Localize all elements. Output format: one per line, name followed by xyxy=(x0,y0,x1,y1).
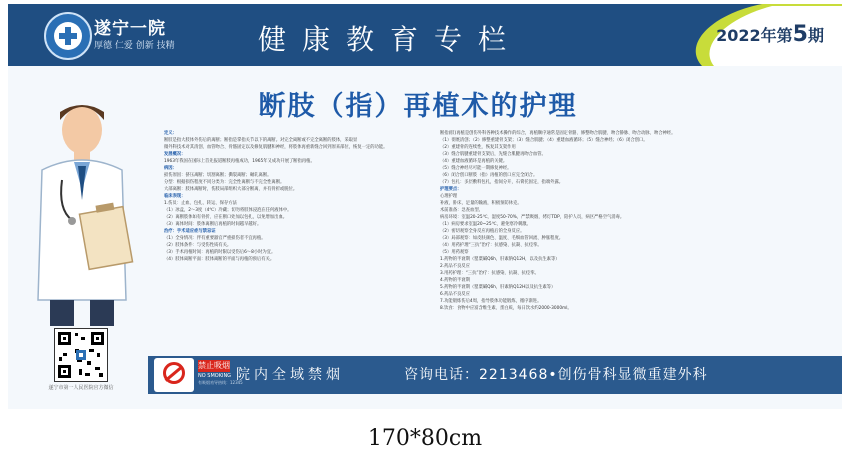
banner-title: 健康教育专栏 xyxy=(258,23,523,56)
article-line: 1.药物的半衰期（罂粟碱Q6h，肝素钠Q12H，以及抗生素等） xyxy=(440,257,560,262)
article-line: 发展概况： xyxy=(164,152,186,157)
article-line: 1.伤员：止血、包扎、转运、保存方法 xyxy=(164,201,237,206)
article-line: 病房环境：室温20-25℃，湿度50-70%，严禁吸烟，烤灯TDP，陪护人员，病区严格空气消毒。 xyxy=(440,215,625,220)
article-line: （2）肢体条件：与受伤性质有关。 xyxy=(164,243,232,248)
article-line: （4）用药护理“三抗”治疗：抗感染、抗凝、抗痉挛。 xyxy=(440,243,542,248)
hospital-motto: 厚德 仁爱 创新 技精 xyxy=(94,41,175,51)
article-line: 断指(肢)再植是创伤外科各种技术操作的综合，再植顺序通常是固定骨骼、修整吻合肌腱、吻合静脉、吻合动脉、吻合神经。 xyxy=(440,131,676,136)
article-line: 定义： xyxy=(164,131,177,136)
article-line: （7）包扎：多层敷料包扎，指间分开，石膏托固定，指端外露。 xyxy=(440,180,564,185)
doctor-illustration xyxy=(22,100,142,330)
article-line: （2）重建骨的连续性，恢复其支架作用 xyxy=(440,145,516,150)
article-line: （1）全身情况：伴有重要器官严重损伤者不宜再植。 xyxy=(164,236,266,241)
no-smoking-sub-label: 有吸烟劝导热线：12345 xyxy=(198,380,243,385)
article-line: 大部离断：肢体离断时，伤肢局部组织大部分断离，并有骨折或脱位。 xyxy=(164,187,298,192)
article-line: （4）重建血液循环是再植的关键。 xyxy=(440,159,508,164)
header-bar xyxy=(8,4,842,66)
article-line: 护理要点： xyxy=(440,187,462,192)
article-line: （3）离体时间：肢体离断后再植的时间越早越好。 xyxy=(164,222,262,227)
article-title: 断肢（指）再植术的护理 xyxy=(258,91,578,122)
article-line: 6.药品不良反应 xyxy=(440,292,470,297)
issue-prefix: 2022年第 xyxy=(716,26,793,45)
issue-suffix: 期 xyxy=(807,26,824,45)
article-column-left xyxy=(164,130,432,355)
size-label: 170*80cm xyxy=(367,426,483,451)
qr-code xyxy=(54,328,108,382)
no-smoking-cn-label: 禁止吸烟 xyxy=(198,361,230,370)
article-line: 2.药品不良反应 xyxy=(440,264,470,269)
hospital-name: 遂宁一院 xyxy=(94,19,166,39)
hospital-logo-icon xyxy=(44,12,92,60)
article-line: （3）局部观察：如皮肤颜色、温度、毛细血管回流、肿胀程度。 xyxy=(440,236,564,241)
article-line: 分型：根据损伤程度不同分类为：完全性离断与不完全性离断。 xyxy=(164,180,285,185)
article-column-right xyxy=(440,130,832,355)
no-smoking-en-label: NO SMOKING xyxy=(198,373,232,379)
article-line: 4.药物的半衰期 xyxy=(440,278,470,283)
qr-caption: 遂宁市第一人民医院官方微信 xyxy=(48,385,114,391)
article-line: 1963年我国在国际上首先报道断肢再植成功，1965年又成功开展了断指再植。 xyxy=(164,159,315,164)
article-line: 微外科技术对其清创、血管吻合、骨骼固定以及修复肌腱和神经，将肢体再重新缝合回到原来部位，恢复一定的功能。 xyxy=(164,145,388,150)
article-line: 术前准备：急查血型。 xyxy=(440,208,483,213)
article-line: （2）离断肢体如有骨折、应在断口处加以包扎，以免增加出血。 xyxy=(164,215,288,220)
health-education-board xyxy=(8,4,842,409)
article-line: （5）用药观察 xyxy=(440,250,469,255)
article-line: （3）缝合肌腱重建骨支架后，先缝合肌腱再吻合血管。 xyxy=(440,152,546,157)
article-line: 补液，卧床，足量的输液，积极预防休克。 xyxy=(440,201,522,206)
article-line: （1）病房要求室温20~25℃，避免寒冷刺激。 xyxy=(440,222,531,227)
article-line: （6）闭合创口断肢（指）再植的创口应完全闭合。 xyxy=(440,173,538,178)
article-line: 治疗：手术适应症与禁忌证 xyxy=(164,229,216,234)
article-line: 心理护理 xyxy=(440,194,458,199)
article-line: （1）彻底清创；（2）修整重建骨支架；（3）缝合肌腱；（4）重建血液循环；（5）缝合神经；（6）闭合创口。 xyxy=(440,138,648,143)
article-line: 临床表现： xyxy=(164,194,186,199)
issue-number: 5 xyxy=(792,22,808,47)
article-line: 病因： xyxy=(164,166,177,171)
article-line: （1）冰盒，2～3度（4℃）冷藏；切勿将肢体浸泡在任何液体中。 xyxy=(164,208,292,213)
article-line: （5）缝合神经尽可能一期修复神经。 xyxy=(440,166,512,171)
article-line: （4）肢体离断平面：肢体离断的平面与再植的预后有关。 xyxy=(164,257,275,262)
article-line: （2）密切观察全身反应再植后的全身反应。 xyxy=(440,229,525,234)
issue-label xyxy=(716,22,824,47)
no-smoking-icon xyxy=(154,358,194,392)
consult-phone-text: 咨询电话：2213468•创伤骨科显微重建外科 xyxy=(404,367,708,383)
article-line: 3.用药护理：“三抗”治疗：抗感染、抗凝、抗痉挛。 xyxy=(440,271,539,276)
article-line: 损伤原因：挤压离断；切割离断；撕裂离断；碾轧离断。 xyxy=(164,173,272,178)
article-line: （3）手术再植时间：再植的时限以受伤后6～8小时为宜。 xyxy=(164,250,276,255)
campus-no-smoking-text: 院内全域禁烟 xyxy=(236,367,344,383)
article-line: 5.药物的半衰期（罂粟碱Q6h，肝素钠Q12H以及抗生素等） xyxy=(440,285,556,290)
article-line: 7.功能锻炼伤后4周，指导肢体功能锻炼，循序渐进。 xyxy=(440,299,542,304)
article-line: 断肢是指大肢体外伤后的离断；断指是掌指关节以下的离断。对完全离断或不完全离断的肢体，采取显 xyxy=(164,138,358,143)
article-line: 8.饮食：食物中应富含维生素、蛋白质，每日饮水约2000-3000ml。 xyxy=(440,306,572,311)
